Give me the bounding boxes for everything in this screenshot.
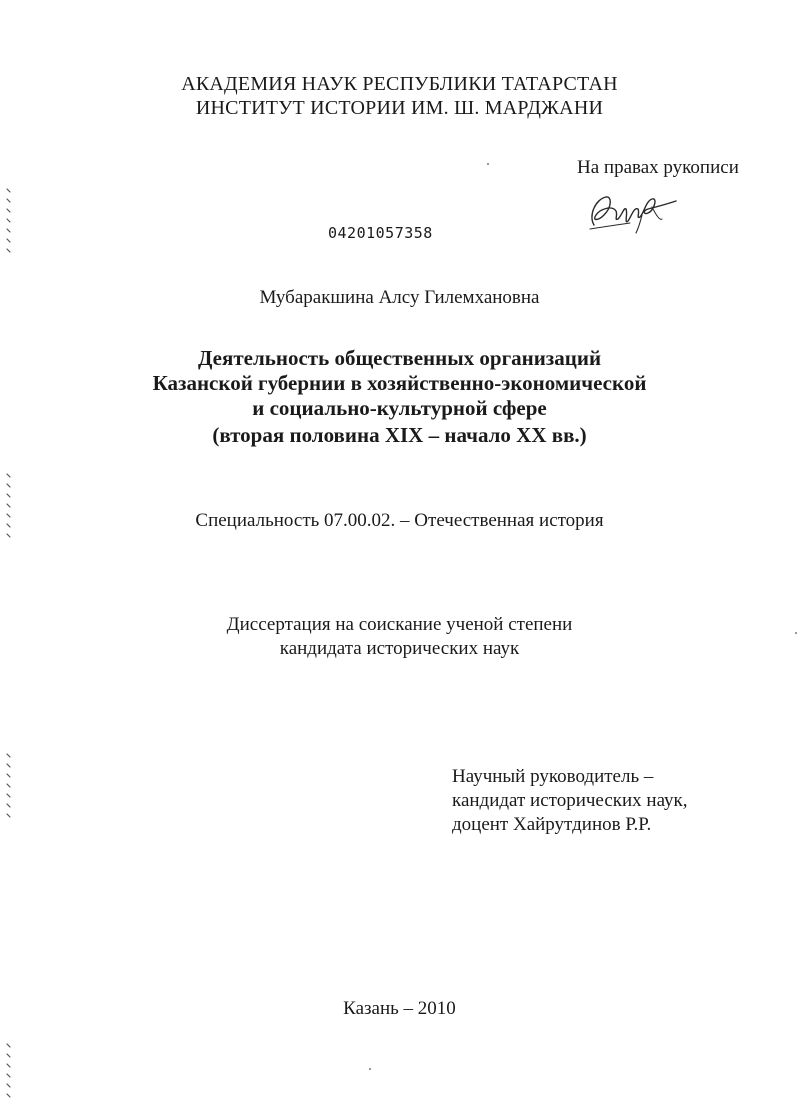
binding-marks	[3, 750, 17, 825]
place-year: Казань – 2010	[343, 998, 456, 1019]
title-line-3: и социально-культурной сфере	[252, 396, 547, 420]
scan-speck	[795, 632, 797, 634]
title-line-2: Казанской губернии в хозяйственно-экономической	[152, 371, 647, 395]
author-name: Мубаракшина Алсу Гилемхановна	[259, 287, 540, 308]
catalog-code: 04201057358	[328, 224, 433, 242]
binding-marks	[3, 470, 17, 540]
rights-note: На правах рукописи	[577, 157, 739, 178]
supervisor-line-3: доцент Хайрутдинов Р.Р.	[452, 814, 652, 835]
binding-marks	[3, 1040, 17, 1100]
specialty: Специальность 07.00.02. – Отечественная история	[195, 510, 604, 531]
supervisor-line-2: кандидат исторических наук,	[452, 790, 688, 811]
dissertation-line-2: кандидата исторических наук	[279, 638, 520, 659]
signature-image	[582, 185, 682, 237]
scan-speck	[369, 1068, 371, 1070]
title-line-4: (вторая половина XIX – начало XX вв.)	[212, 423, 587, 447]
institute-name: ИНСТИТУТ ИСТОРИИ ИМ. Ш. МАРДЖАНИ	[195, 97, 604, 119]
dissertation-line-1: Диссертация на соискание ученой степени	[226, 614, 573, 635]
scan-speck	[487, 163, 489, 165]
academy-name: АКАДЕМИЯ НАУК РЕСПУБЛИКИ ТАТАРСТАН	[181, 73, 618, 95]
supervisor-line-1: Научный руководитель –	[452, 766, 654, 787]
binding-marks	[3, 185, 17, 255]
title-line-1: Деятельность общественных организаций	[197, 346, 602, 370]
